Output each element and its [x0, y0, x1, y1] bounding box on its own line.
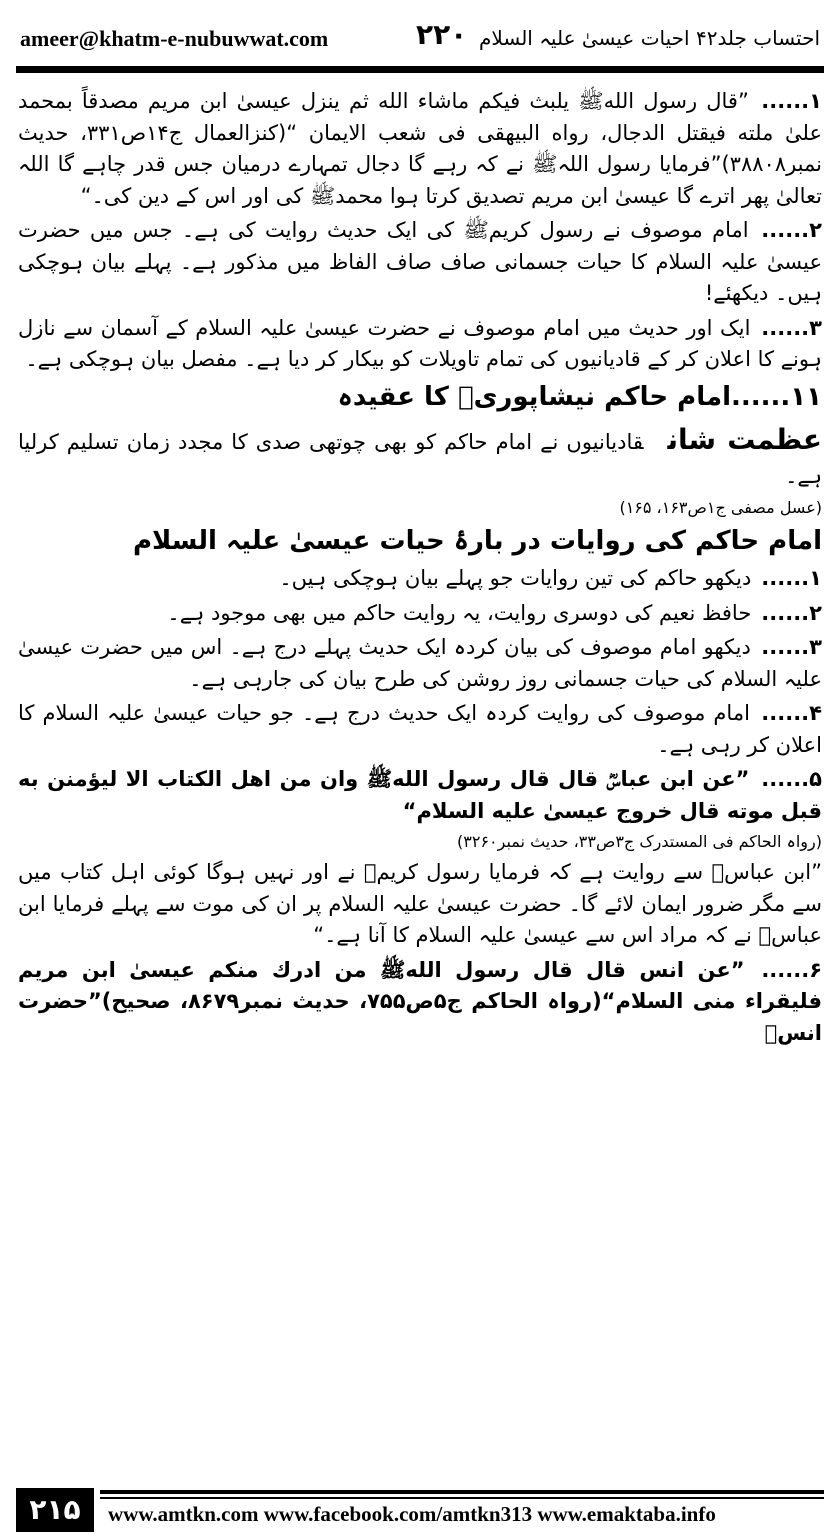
paragraph-number: ۲......: [761, 600, 822, 625]
paragraph-text: دیکھو امام موصوف کی بیان کردہ ایک حدیث پہلے درج ہے۔ اس میں حضرت عیسیٰ علیہ السلام کی حیات جسمانی روز روشن کی طرح بیان کی جارہی ہے۔: [18, 635, 822, 691]
paragraph-number: ۵......: [761, 767, 822, 792]
paragraph-number: ۲......: [761, 218, 822, 242]
paragraph-text: ”قال رسول اللهﷺ يلبث فيكم ماشاء الله ثم ينزل عيسىٰ ابن مريم مصدقاً بمحمد علىٰ ملته فيقتل الدجال، رواه البيهقى فى شعب الايمان “(کنزالعمال ج۱۴ص۳۳۱، حدیث نمبر۳۸۸۰۸)”فرمایا رسول اللہﷺ نے کہ رہے گا دجال تمہارے درمیان جس قدر چاہے گا اللہ تعالیٰ پھر اترے گا عیسیٰ ابن مریم تصدیق کرتا ہوا محمدﷺ کی اور اس کے دین کی۔“: [18, 89, 822, 208]
section-heading: امام حاکم کی روایات در بارۂ حیات عیسیٰ علیہ السلام: [133, 525, 822, 556]
footer-rule: [100, 1490, 824, 1494]
paragraph-number: ۶......: [761, 957, 822, 982]
paragraph-number: ۳......: [761, 315, 822, 340]
reference-citation: (عسل مصفی ج۱ص۱۶۳، ۱۶۵): [619, 497, 822, 517]
side-title: عظمت شان: [667, 423, 822, 457]
paragraph: [18, 632, 822, 695]
paragraph-text: ”عن انس قال قال رسول اللهﷺ من ادرك منكم عيسىٰ ابن مريم فليقراء منى السلام“(رواہ الحاکم ج۵ص۷۵۵، حدیث نمبر۸۶۷۹، صحیح)”حضرت انسؓ: [18, 957, 822, 1045]
paragraph-number: ۴......: [761, 701, 822, 726]
footer-page-badge: ۲۱۵: [16, 1488, 94, 1532]
arabic-hadith-paragraph: [18, 955, 822, 1050]
paragraph-text: امام موصوف کی روایت کردہ ایک حدیث درج ہے۔ جو حیات عیسیٰ علیہ السلام کا اعلان کر رہی ہے۔: [18, 701, 822, 757]
reference-citation: (رواہ الحاکم فی المستدرک ج۳ص۳۳، حدیث نمبر۳۲۶۰): [457, 832, 822, 852]
paragraph: [18, 86, 822, 212]
header-rule: [16, 66, 824, 73]
paragraph: [18, 419, 822, 493]
paragraph-text: ”ابن عباسؓ سے روایت ہے کہ فرمایا رسول کریمﷺ نے اور نہیں ہوگا کوئی اہل کتاب میں سے مگر ضرور ایمان لائے گا۔ حضرت عیسیٰ علیہ السلام پر ان کی موت سے پہلے فرمایا ابن عباسؓ نے کہ مراد اس سے عیسیٰ علیہ السلام کا آنا ہے۔“: [18, 860, 822, 948]
paragraph-text: ”عن ابن عباسؓ قال قال رسول اللهﷺ وان من اهل الكتاب الا ليؤمنن به قبل موته قال خروج عيسىٰ عليه السلام“: [18, 767, 822, 823]
paragraph-text: دیکھو حاکم کی تین روایات جو پہلے بیان ہوچکی ہیں۔: [279, 566, 752, 591]
paragraph: [18, 857, 822, 952]
paragraph-number: ۱......: [761, 89, 822, 113]
page-footer: [16, 1488, 824, 1532]
paragraph: [18, 215, 822, 310]
header-email[interactable]: ameer@khatm-e-nubuwwat.com: [20, 26, 329, 51]
paragraph-number: ۳......: [761, 635, 822, 660]
header-title: احتساب جلد۴۲ احیات عیسیٰ علیہ السلام: [479, 26, 820, 50]
footer-rule-thin: [100, 1497, 824, 1499]
paragraph-text: امام موصوف نے رسول کریمﷺ کی ایک حدیث روایت کی ہے۔ جس میں حضرت عیسیٰ علیہ السلام کا حیات جسمانی صاف صاف الفاظ میں مذکور ہے۔ پہلے بیان ہوچکی ہیں۔ دیکھئے!: [18, 218, 822, 305]
paragraph-text: قادیانیوں نے امام حاکم کو بھی چوتھی صدی کا مجدد زمان تسلیم کرلیا ہے۔: [18, 430, 822, 489]
paragraph: [18, 313, 822, 376]
paragraph: [18, 563, 822, 595]
paragraph: [18, 698, 822, 761]
arabic-hadith-paragraph: [18, 764, 822, 827]
footer-links[interactable]: www.amtkn.com www.facebook.com/amtkn313 www.emaktaba.info: [108, 1502, 716, 1526]
page-header: [16, 18, 824, 64]
section-heading: ۱۱......امام حاکم نیشاپوریؒ کا عقیدہ: [337, 381, 822, 412]
paragraph-text: ایک اور حدیث میں امام موصوف نے حضرت عیسیٰ علیہ السلام کے آسمان سے نازل ہونے کا اعلان کر کے قادیانیوں کی تمام تاویلات کو بیکار کر دیا ہے۔ مفصل بیان ہوچکی ہے۔: [18, 315, 822, 371]
paragraph: [18, 598, 822, 630]
page-body: [18, 86, 822, 1481]
paragraph-number: ۱......: [761, 566, 822, 591]
paragraph-text: حافظ نعیم کی دوسری روایت، یہ روایت حاکم میں بھی موجود ہے۔: [167, 600, 752, 625]
header-page-number: ۲۲۰: [416, 18, 468, 51]
